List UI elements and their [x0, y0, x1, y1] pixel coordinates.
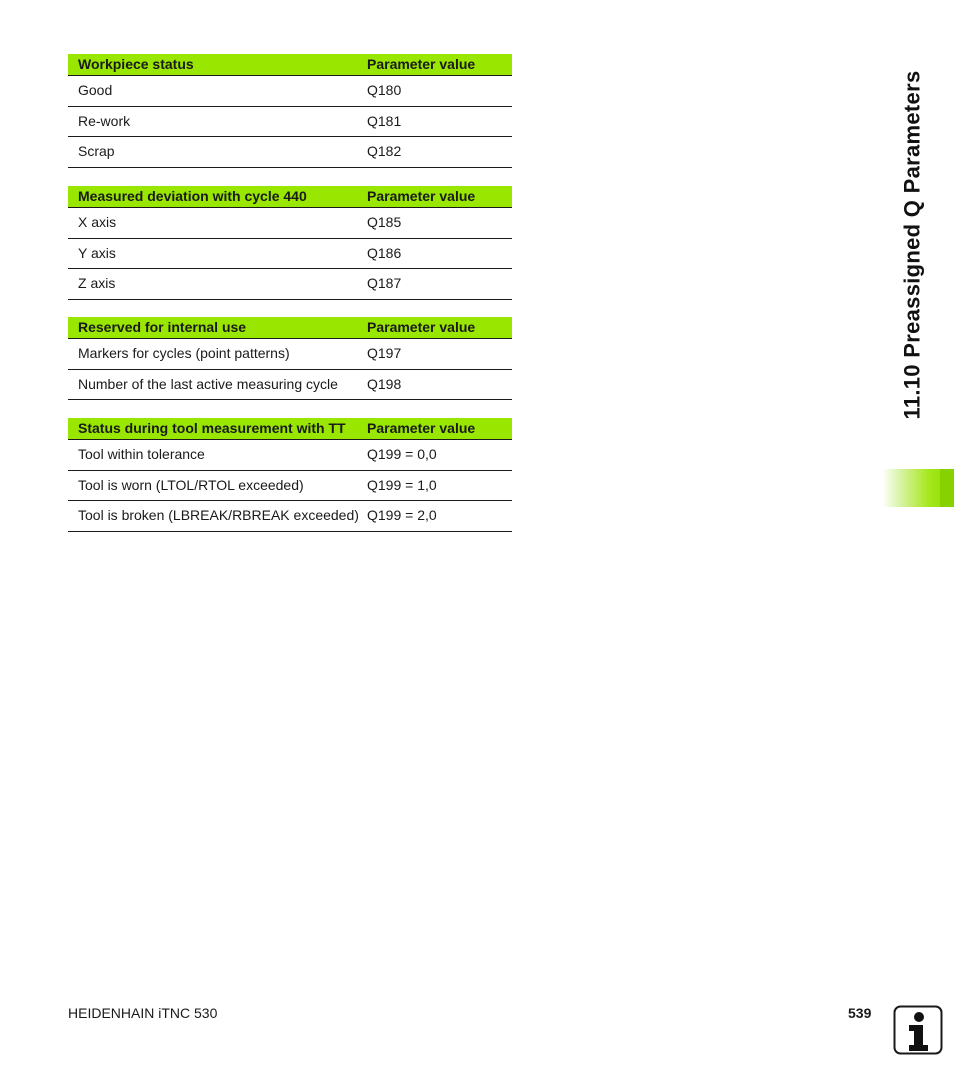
row-value: Q199 = 2,0 — [367, 507, 437, 523]
chapter-title-vertical — [894, 50, 930, 440]
table-row — [68, 239, 512, 270]
table-header — [68, 54, 512, 76]
row-label: Z axis — [78, 275, 116, 291]
header-col-1: Workpiece status — [78, 56, 194, 72]
row-label: Scrap — [78, 143, 115, 159]
table-row — [68, 269, 512, 300]
table-row — [68, 76, 512, 107]
tool-measurement-status-table — [68, 418, 512, 532]
page-number: 539 — [848, 1005, 872, 1021]
row-label: X axis — [78, 214, 117, 230]
info-icon — [893, 1005, 943, 1055]
header-col-2: Parameter value — [367, 188, 476, 204]
row-value: Q181 — [367, 112, 402, 129]
header-col-2: Parameter value — [367, 319, 476, 335]
row-label: Markers for cycles (point patterns) — [78, 345, 290, 361]
chapter-title-text: 11.10 Preassigned Q Parameters — [899, 70, 924, 420]
header-col-1: Status during tool measurement with TT — [78, 420, 346, 436]
reserved-internal-table — [68, 317, 512, 400]
row-value: Q199 = 1,0 — [367, 476, 437, 493]
chapter-tab-edge — [940, 469, 954, 507]
row-label: Tool within tolerance — [78, 446, 205, 462]
table-row — [68, 107, 512, 138]
row-value: Q180 — [367, 82, 402, 98]
table-row — [68, 501, 512, 532]
row-value: Q198 — [367, 375, 402, 392]
measured-deviation-table — [68, 186, 512, 300]
row-value: Q197 — [367, 345, 402, 361]
workpiece-status-table — [68, 54, 512, 168]
row-value: Q185 — [367, 214, 402, 230]
header-col-2: Parameter value — [367, 420, 476, 436]
chapter-tab-marker — [882, 469, 954, 507]
row-label: Re-work — [78, 112, 131, 129]
row-label: Y axis — [78, 244, 116, 261]
table-header — [68, 186, 512, 208]
row-label: Good — [78, 82, 113, 98]
table-row — [68, 208, 512, 239]
footer-product-name: HEIDENHAIN iTNC 530 — [68, 1005, 218, 1021]
table-header — [68, 317, 512, 339]
row-value: Q186 — [367, 244, 402, 261]
table-row — [68, 370, 512, 401]
table-row — [68, 137, 512, 168]
row-value: Q187 — [367, 275, 402, 291]
row-label: Tool is worn (LTOL/RTOL exceeded) — [78, 476, 304, 493]
header-col-1: Reserved for internal use — [78, 319, 247, 335]
table-row — [68, 339, 512, 370]
table-header — [68, 418, 512, 440]
row-value: Q199 = 0,0 — [367, 446, 437, 462]
header-col-1: Measured deviation with cycle 440 — [78, 188, 307, 204]
table-row — [68, 440, 512, 471]
table-row — [68, 471, 512, 502]
row-label: Number of the last active measuring cycle — [78, 375, 338, 392]
row-value: Q182 — [367, 143, 402, 159]
header-col-2: Parameter value — [367, 56, 476, 72]
row-label: Tool is broken (LBREAK/RBREAK exceeded) — [78, 507, 359, 523]
